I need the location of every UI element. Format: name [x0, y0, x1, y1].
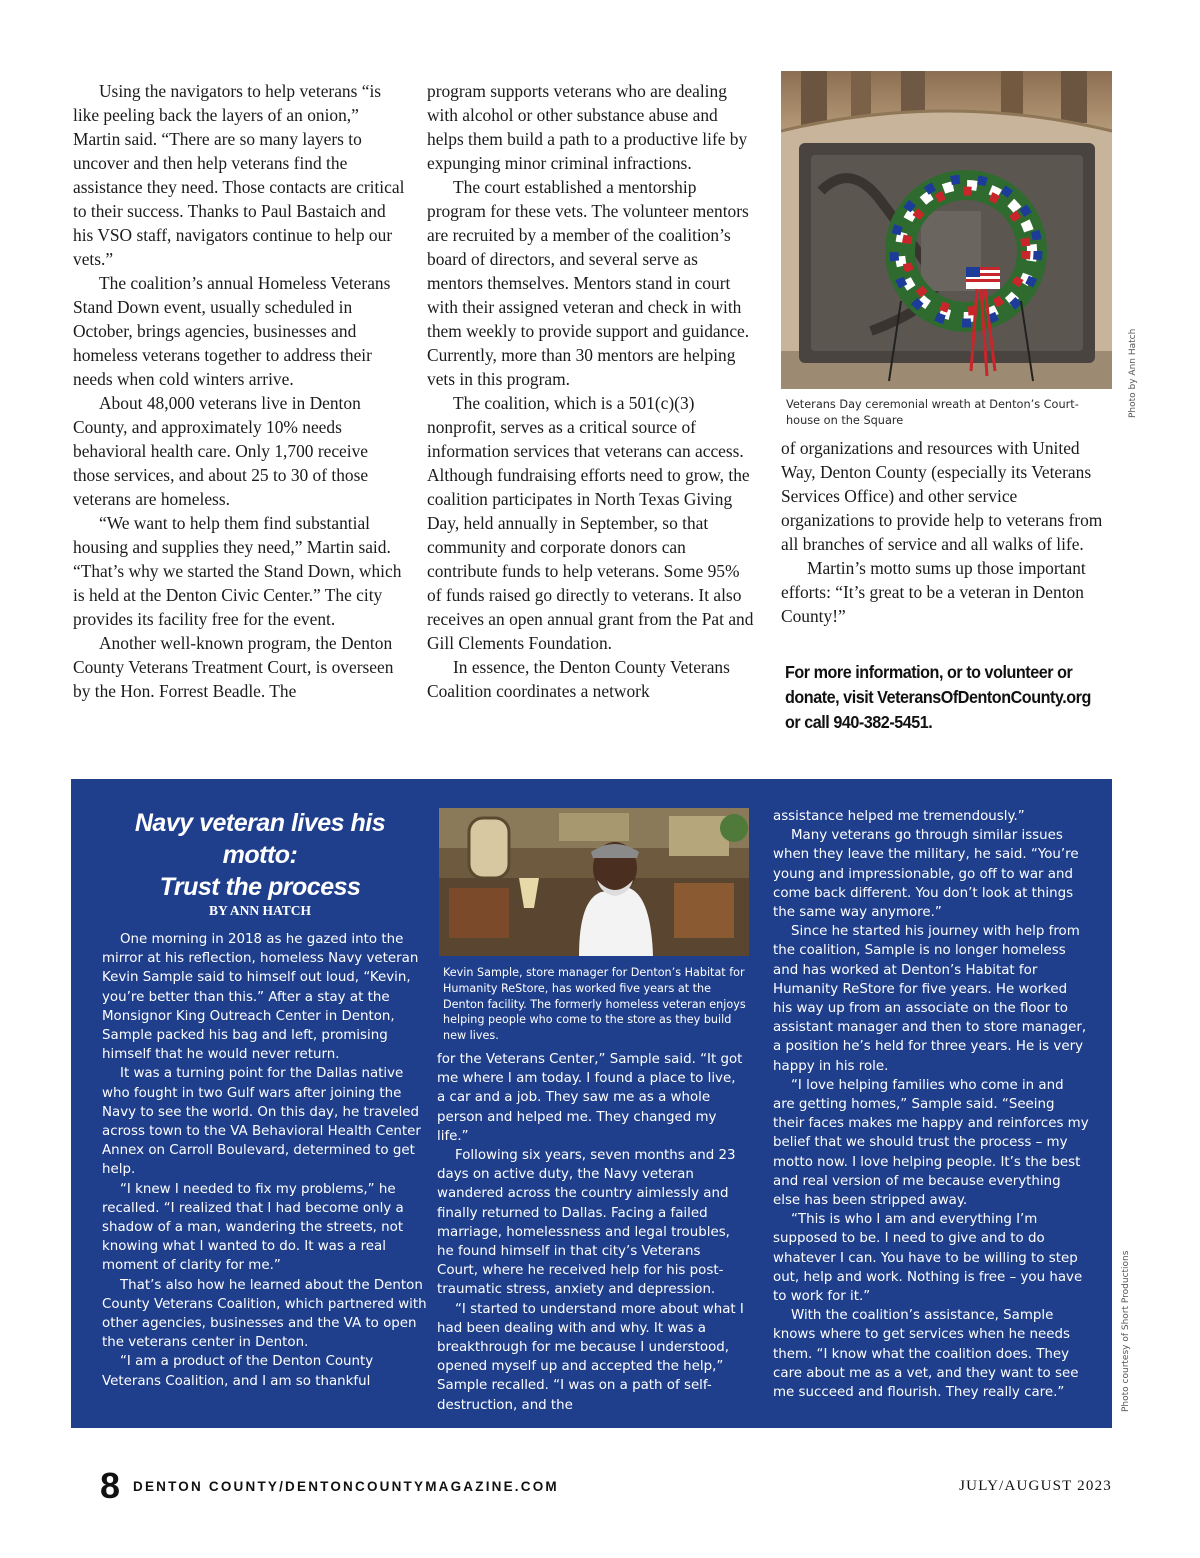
sidebar-column-2-text — [437, 1050, 745, 1415]
article-paragraph: In essence, the Denton County Veterans Coalition coordinates a network — [427, 657, 730, 701]
sidebar-paragraph: “I am a product of the Denton County Veterans Coalition, and I am so thankful — [102, 1354, 374, 1389]
article-paragraph: The court established a mentorship program for these vets. The volunteer mentors are recruited by a member of the coalition’s board of directors, and several serve as mentors themselves. Mentors stand in court with their assigned veteran and check in with them weekly to provide support and guidance. Currently, more than 30 mentors are helping vets in this program. — [427, 177, 750, 389]
sidebar-paragraph: “I knew I needed to fix my problems,” he recalled. “I realized that I had become only a shadow of a man, wandering the streets, not knowing what I wanted to do. It was a real moment of clarity for me.” — [102, 1181, 404, 1274]
article-column-3 — [781, 436, 1113, 628]
article-column-1 — [73, 79, 407, 703]
article-paragraph: About 48,000 veterans live in Denton County, and approximately 10% needs behavioral health care. Only 1,700 receive those services, and about 25 to 30 of those veterans are homeless. — [73, 393, 369, 509]
sidebar-paragraph: Since he started his journey with help from the coalition, Sample is no longer homeless and has worked at Denton’s Habitat for Humanity ReStore for five years. He worked his way up from an associate on the floor to assistant manager and then to store manager, a position he’s held for three years. He is very happy in his role. — [773, 924, 1087, 1074]
sidebar-paragraph: Many veterans go through similar issues when they leave the military, he said. “You’re young and impressionable, go off to war and come back different. You don’t look at things the same way anymore.” — [773, 828, 1079, 921]
sidebar-paragraph: That’s also how he learned about the Denton County Veterans Coalition, which partnered with other agencies, businesses and the VA to open the veterans center in Denton. — [102, 1277, 427, 1351]
sidebar-title-line: Trust the process — [159, 873, 361, 901]
sidebar-paragraph: “I started to understand more about what I had been dealing with and why. It was a breakthrough for me because I understood, opened myself up and accepted the help,” Sample recalled. “I was on a path of self-destruction, and the — [437, 1301, 744, 1413]
sidebar-title — [95, 807, 425, 903]
article-paragraph: program supports veterans who are dealing with alcohol or other substance abuse and helps them build a path to a productive life by expunging minor criminal infractions. — [427, 81, 748, 173]
sidebar-paragraph: One morning in 2018 as he gazed into the mirror at his reflection, homeless Navy veteran Kevin Sample said to himself out loud, “Kevin, you’re better than this.” After a stay at the Monsignor King Outreach Center in Denton, Sample packed his bag and left, promising himself that he would never return. — [102, 932, 419, 1063]
sidebar-title-line: Navy veteran lives his motto: — [134, 809, 386, 869]
page-footer — [100, 1466, 1112, 1506]
sidebar-paragraph: assistance helped me tremendously.” — [773, 809, 1025, 824]
sidebar-paragraph: It was a turning point for the Dallas native who fought in two Gulf wars after joining the Navy to see the world. On this day, he traveled across town to the VA Behavioral Health Center Annex on Carroll Boulevard, determined to get help. — [102, 1066, 421, 1178]
sidebar-paragraph: With the coalition’s assistance, Sample knows where to get services when he needs them. “I know what the coalition does. They care about me as a vet, and they want to see me succeed and flourish. They really care.” — [773, 1308, 1079, 1401]
wreath-photo — [781, 71, 1112, 389]
sidebar-paragraph: “This is who I am and everything I’m supposed to be. I need to give and to do whatever I can. You have to be willing to step out, help and work. Nothing is free – you have to work for it.” — [773, 1212, 1083, 1305]
article-paragraph: Another well-known program, the Denton County Veterans Treatment Court, is overseen by the Hon. Forrest Beadle. The — [73, 633, 394, 701]
kevin-sample-photo — [439, 808, 749, 956]
article-paragraph: Martin’s motto sums up those important efforts: “It’s great to be a veteran in Denton County!” — [781, 558, 1086, 626]
sidebar-column-3 — [773, 807, 1089, 1402]
issue-date: JULY/AUGUST 2023 — [959, 1478, 1112, 1494]
sidebar-paragraph: Following six years, seven months and 23 days on active duty, the Navy veteran wandered across the country aimlessly and finally returned to Dallas. Facing a failed marriage, homelessness and legal troubles, he found himself in that city’s Veterans Court, where he received help for his post-traumatic stress, anxiety and depression. — [437, 1148, 736, 1298]
article-paragraph: of organizations and resources with United Way, Denton County (especially its Veterans Services Office) and other service organizations to provide help to veterans from all branches of service and all walks of life. — [781, 438, 1103, 554]
sidebar-paragraph: “I love helping families who come in and are getting homes,” Sample said. “Seeing their faces makes me happy and reinforces my belief that we should trust the process – my motto now. I love helping people. It’s the best and real version of me because everything else has been stripped away. — [773, 1077, 1089, 1209]
publication-name: DENTON COUNTY/DENTONCOUNTYMAGAZINE.COM — [133, 1479, 559, 1494]
article-paragraph: Using the navigators to help veterans “is like peeling back the layers of an onion,” Martin said. “There are so many layers to uncover and then help veterans find the assistance they need. Those contacts are critical to their success. Thanks to Paul Bastaich and his VSO staff, navigators continue to help our vets.” — [73, 81, 405, 269]
page-number: 8 — [100, 1465, 121, 1506]
article-paragraph: The coalition’s annual Homeless Veterans Stand Down event, usually scheduled in October, brings agencies, businesses and homeless veterans together to address their needs when cold winters arrive. — [73, 273, 391, 389]
article-paragraph: The coalition, which is a 501(c)(3) nonprofit, serves as a critical source of information services that veterans can access. Although fundraising efforts need to grow, the coalition participates in North Texas Giving Day, held annually in September, so that community and corporate donors can contribute funds to help veterans. Some 95% of funds raised go directly to veterans. It also receives an open annual grant from the Pat and Gill Clements Foundation. — [427, 393, 754, 653]
wreath-photo-credit: Photo by Ann Hatch — [1128, 328, 1138, 418]
kevin-sample-photo-credit: Photo courtesy of Short Productions — [1121, 1250, 1131, 1412]
more-info-callout: For more information, or to volunteer or donate, visit VeteransOfDentonCounty.org or call 940-382-5451. — [785, 662, 1091, 732]
article-paragraph: “We want to help them find substantial housing and supplies they need,” Martin said. “That’s why we started the Stand Down, which is held at the Denton Civic Center.” The city provides its facility free for the event. — [73, 513, 402, 629]
kevin-sample-photo-caption: Kevin Sample, store manager for Denton’s Habitat for Humanity ReStore, has worked five years at the Denton facility. The formerly homeless veteran enjoys helping people who come to the store as they build new lives. — [443, 966, 746, 1043]
sidebar-column-1 — [102, 930, 432, 1391]
sidebar-byline: BY ANN HATCH — [208, 903, 311, 918]
article-column-2 — [427, 79, 757, 703]
wreath-photo-caption: Veterans Day ceremonial wreath at Denton’s Court-house on the Square — [786, 398, 1079, 427]
sidebar-paragraph: for the Veterans Center,” Sample said. “It got me where I am today. I found a place to live, a car and a job. They saw me as a whole person and helped me. They changed my life.” — [437, 1052, 743, 1144]
